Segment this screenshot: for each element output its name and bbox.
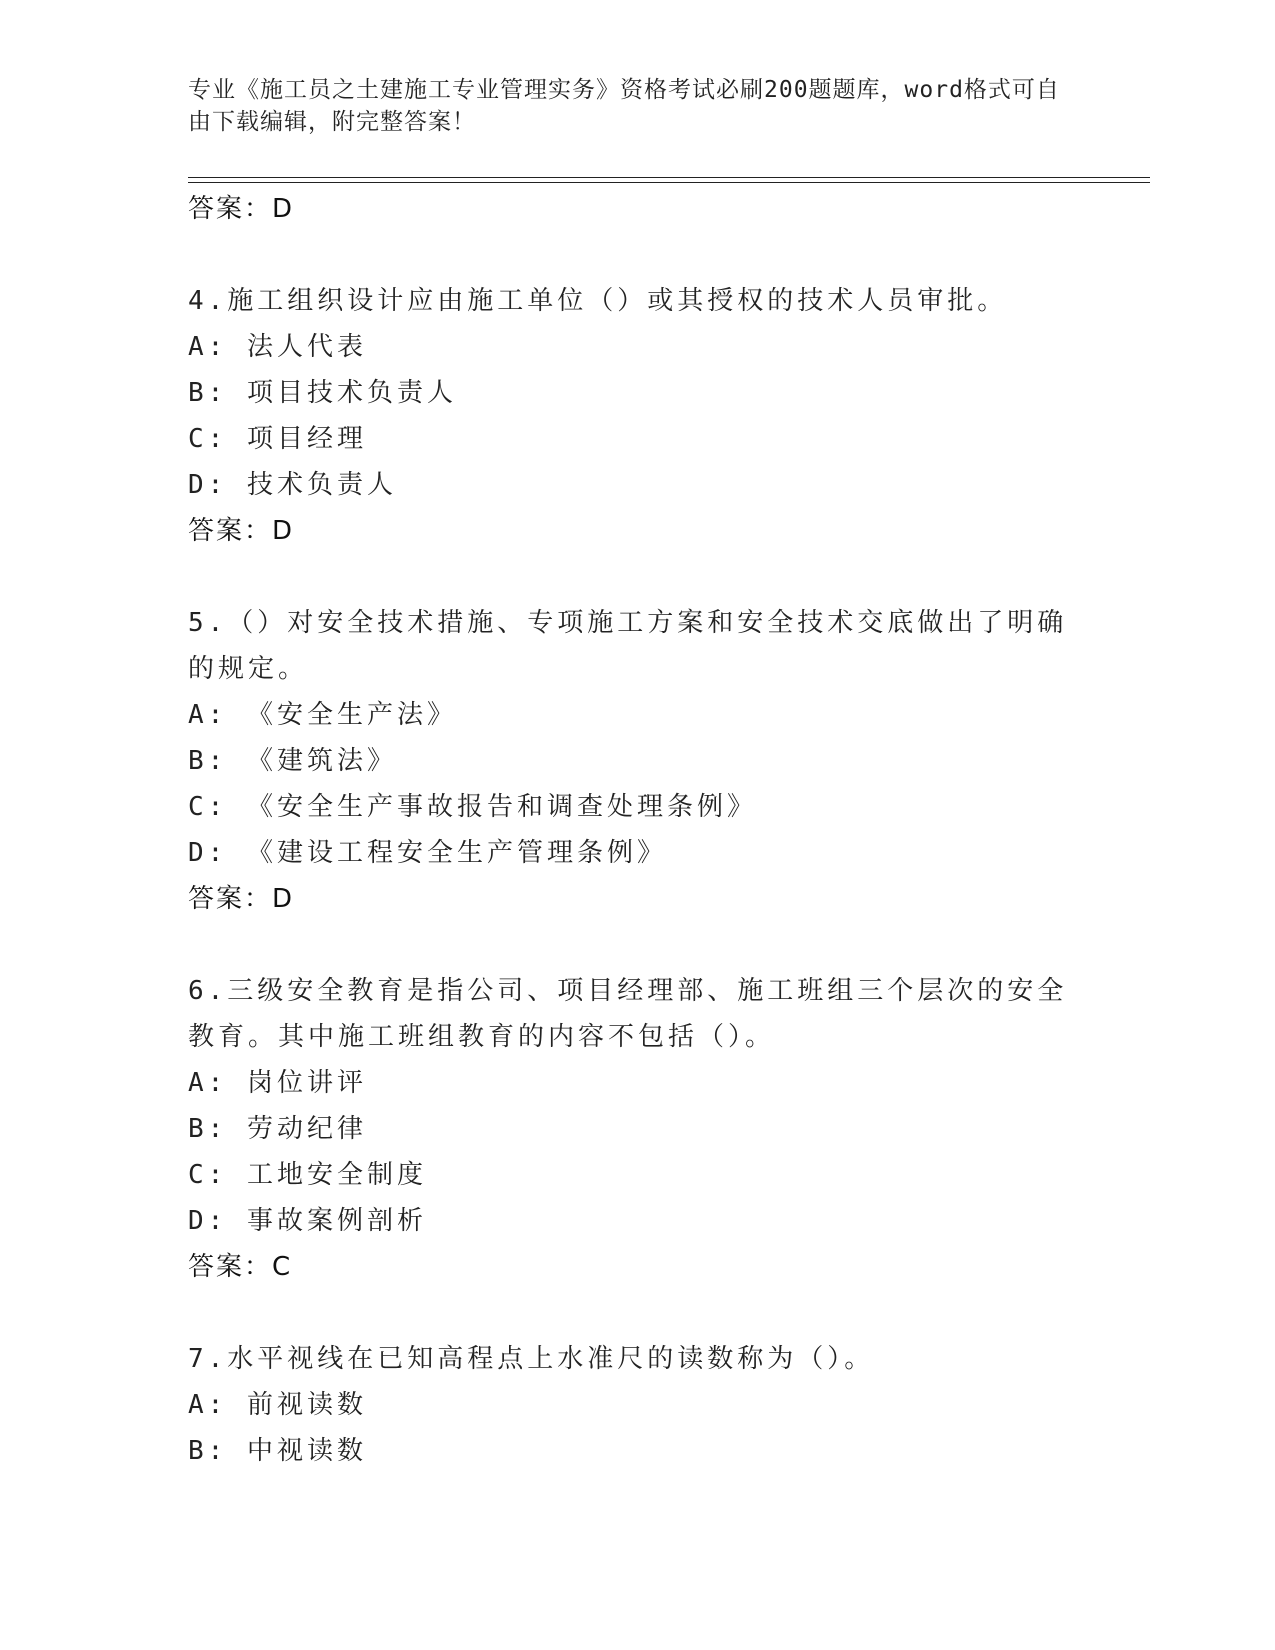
option-a: A: 前视读数 [188, 1390, 367, 1420]
answer-line: 答案：D [188, 516, 295, 546]
option-d: D: 技术负责人 [188, 470, 397, 500]
option-b: B: 劳动纪律 [188, 1114, 367, 1144]
option-c: C: 项目经理 [188, 424, 367, 454]
option-a: A: 《安全生产法》 [188, 700, 457, 730]
option-d: D: 事故案例剖析 [188, 1206, 427, 1236]
question-stem: 7.水平视线在已知高程点上水准尺的读数称为（）。 [188, 1344, 875, 1374]
question-item [188, 1336, 1088, 1474]
option-b: B: 中视读数 [188, 1436, 367, 1466]
question-list [188, 186, 1088, 1474]
option-c: C: 工地安全制度 [188, 1160, 427, 1190]
question-item [188, 600, 1088, 922]
document-header: 专业《施工员之土建施工专业管理实务》资格考试必刷200题题库，word格式可自由下载编辑，附完整答案！ [188, 77, 1060, 135]
option-a: A: 岗位讲评 [188, 1068, 367, 1098]
question-item [188, 968, 1088, 1290]
question-stem: 4.施工组织设计应由施工单位（）或其授权的技术人员审批。 [188, 286, 1008, 316]
question-stem: 6.三级安全教育是指公司、项目经理部、施工班组三个层次的安全教育。其中施工班组教育的内容不包括（）。 [188, 976, 1068, 1052]
answer-line: 答案：D [188, 194, 295, 224]
option-b: B: 《建筑法》 [188, 746, 397, 776]
option-c: C: 《安全生产事故报告和调查处理条例》 [188, 792, 757, 822]
answer-line: 答案：C [188, 1252, 293, 1282]
header-divider-bottom [188, 182, 1150, 183]
answer-line: 答案：D [188, 884, 295, 914]
option-d: D: 《建设工程安全生产管理条例》 [188, 838, 667, 868]
option-a: A: 法人代表 [188, 332, 367, 362]
question-item [188, 278, 1088, 554]
header-divider-top [188, 177, 1150, 178]
question-stem: 5.（）对安全技术措施、专项施工方案和安全技术交底做出了明确的规定。 [188, 608, 1068, 684]
option-b: B: 项目技术负责人 [188, 378, 457, 408]
